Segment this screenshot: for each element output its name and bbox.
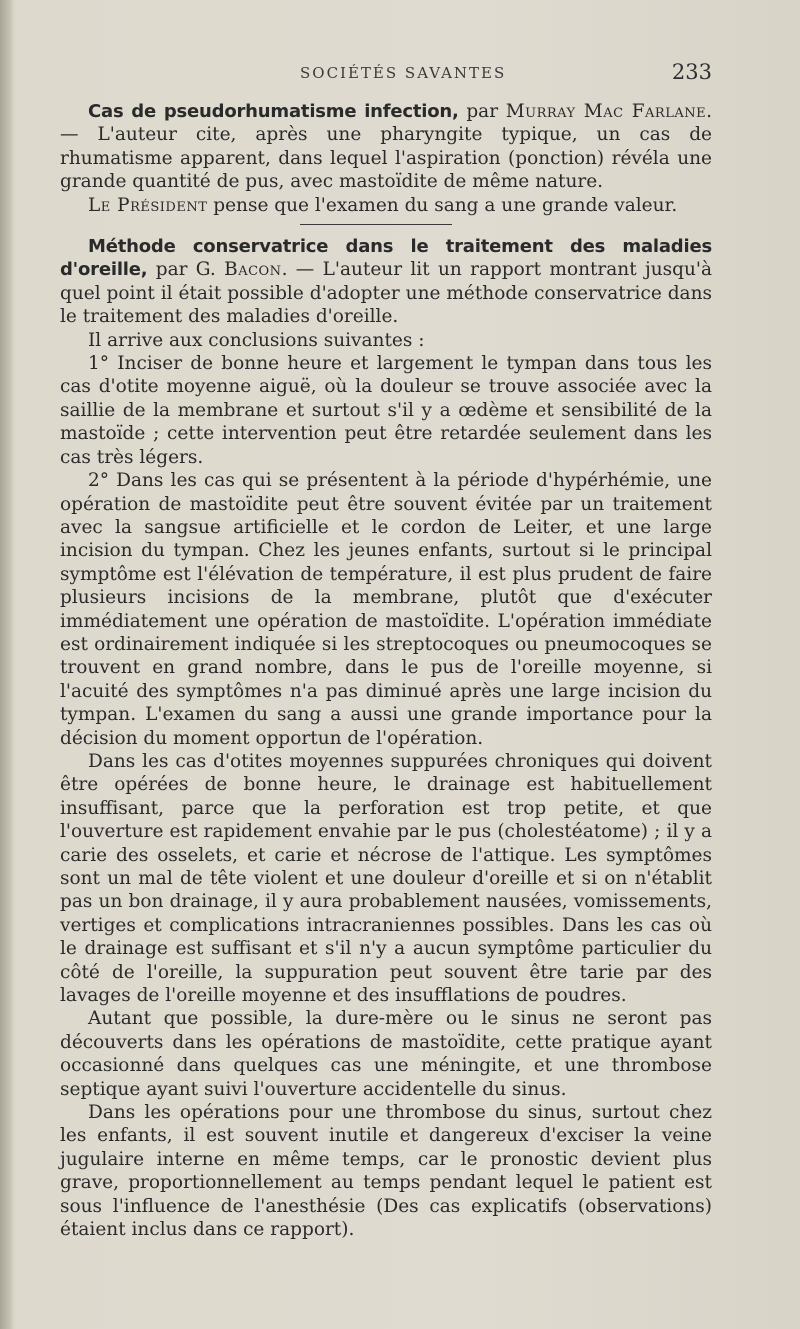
article-body: [60, 100, 712, 1242]
paragraph-dura-mater: Autant que possible, la dure-mère ou le sinus ne seront pas découverts dans les opérations de mastoïdite, cette pratique ayant occasionné dans quelques cas une méningite, et une thrombose septique ayant suivi l'ouverture accidentelle du sinus.: [60, 1008, 712, 1100]
page-number: 233: [671, 60, 712, 84]
paragraph-sinus-thrombosis: Dans les opérations pour une thrombose du sinus, surtout chez les enfants, il est souvent inutile et dangereux d'exciser la veine jugulaire interne en même temps, car le pronostic devient plus grave, proportionnellement au temps pendant lequel le patient est sous l'influence de l'anesthésie (Des cas explicatifs (observations) étaient inclus dans ce rapport).: [60, 1102, 712, 1241]
section-body: . — L'auteur cite, après une pharyngite typique, un cas de rhumatisme apparent, dans lequel l'aspiration (ponction) révéla une grande quantité de pus, avec mastoïdite de même nature.: [60, 101, 712, 193]
author-name: Murray Mac Farlane: [505, 101, 707, 122]
author-name: Bacon: [224, 259, 282, 281]
byline-connector: par: [458, 101, 506, 122]
section-methode-conservatrice: [60, 235, 712, 329]
running-head: SOCIÉTÉS SAVANTES: [300, 64, 507, 82]
president-label: Le Président: [88, 194, 208, 216]
conclusions-lead: Il arrive aux conclusions suivantes :: [88, 329, 425, 351]
president-remark: [60, 194, 712, 217]
paragraph-chronic-otitis: Dans les cas d'otites moyennes suppurées chroniques qui doivent être opérées de bonne heure, le drainage est habituellement insuffisant, parce que la perforation est trop petite, et que l'ouverture est rapidement envahie par le pus (cholestéatome) ; il y a carie des osselets, et carie et nécrose de l'attique. Les symptômes sont un mal de tête violent et une douleur d'oreille et si on n'établit pas un bon drainage, il y aura probablement nausées, vomissements, vertiges et complications intracraniennes possibles. Dans les cas où le drainage est suffisant et s'il n'y a aucun symptôme particulier du côté de l'oreille, la suppuration peut souvent être tarie par des lavages de l'oreille moyenne et des insufflations de poudres.: [60, 750, 712, 1007]
conclusion-point-2: 2° Dans les cas qui se présentent à la période d'hypérhémie, une opération de mastoïdite peut être souvent évitée par un traitement avec la sangsue artificielle et le cordon de Leiter, et une large incision du tympan. Chez les jeunes enfants, surtout si le principal symptôme est l'élévation de température, il est plus prudent de faire plusieurs incisions de la membrane, plutôt que d'exécuter immédiatement une opération de mastoïdite. L'opération immédiate est ordinairement indiquée si les streptocoques ou pneumocoques se trouvent en grand nombre, dans le pus de l'oreille moyenne, si l'acuité des symptômes n'a pas diminué après une large incision du tympan. L'examen du sang a aussi une grande importance pour la décision du moment opportun de l'opération.: [60, 470, 712, 749]
section-pseudorhumatisme: [60, 100, 712, 194]
section-title: Méthode conservatrice dans le traitement des maladies d'oreille,: [60, 236, 712, 281]
conclusion-point-1: 1° Inciser de bonne heure et largement le tympan dans tous les cas d'otite moyenne aiguë, où la douleur se trouve associée avec la saillie de la membrane et surtout s'il y a œdème et sensibilité de la mastoïde ; cette intervention peut être retardée seulement dans les cas très légers.: [60, 353, 712, 468]
section-intro: . — L'auteur lit un rapport montrant jusqu'à quel point il était possible d'adopter une méthode conservatrice dans le traitement des maladies d'oreille.: [60, 259, 712, 328]
section-title: Cas de pseudorhumatisme infection,: [88, 101, 459, 122]
section-divider: [300, 224, 452, 225]
page-header: [60, 60, 712, 90]
page-binding-shadow: [0, 0, 14, 1329]
byline-connector: par G.: [147, 259, 225, 281]
president-text: pense que l'examen du sang a une grande valeur.: [207, 194, 678, 216]
